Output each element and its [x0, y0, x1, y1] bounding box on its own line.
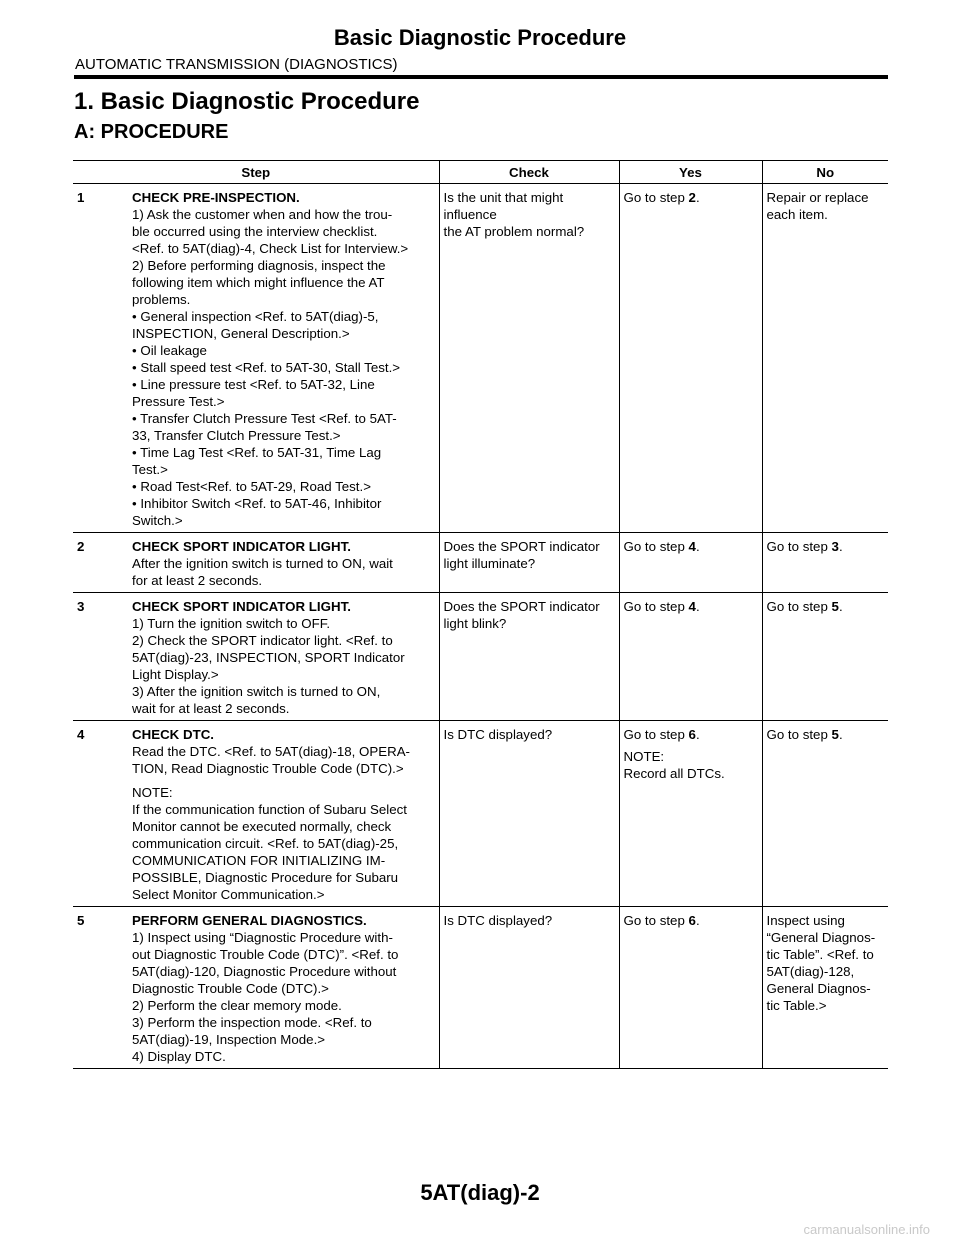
- no-prefix: Go to step: [766, 599, 832, 614]
- step-line: 1) Ask the customer when and how the trou-: [132, 207, 393, 222]
- step-title: CHECK PRE-INSPECTION.: [132, 190, 300, 205]
- table-row: [73, 593, 888, 721]
- yes-prefix: Go to step: [623, 599, 689, 614]
- step-line: 2) Before performing diagnosis, inspect the: [132, 258, 386, 273]
- yes-suffix: .: [695, 599, 700, 614]
- no-suffix: .: [838, 727, 843, 742]
- step-cell: [73, 184, 439, 533]
- check-cell: [439, 907, 619, 1069]
- step-line: After the ignition switch is turned to ON, wait: [132, 556, 393, 571]
- table-header-row: [73, 161, 888, 184]
- step-title: CHECK DTC.: [132, 727, 214, 742]
- no-cell: [762, 533, 888, 593]
- note-line: If the communication function of Subaru Select: [132, 802, 407, 817]
- header-no: No: [762, 161, 888, 184]
- no-line: tic Table”. <Ref. to: [766, 947, 874, 962]
- step-line: Switch.>: [132, 513, 183, 528]
- yes-suffix: .: [695, 727, 700, 742]
- step-line: 3) Perform the inspection mode. <Ref. to: [132, 1015, 372, 1030]
- no-line: Repair or replace: [766, 190, 869, 205]
- no-cell: [762, 721, 888, 907]
- step-line: Pressure Test.>: [132, 394, 225, 409]
- no-line: Inspect using: [766, 913, 845, 928]
- table-row: [73, 721, 888, 907]
- step-cell: [73, 533, 439, 593]
- step-cell: [73, 593, 439, 721]
- step-line: • General inspection <Ref. to 5AT(diag)-5,: [132, 309, 379, 324]
- step-cell: [73, 907, 439, 1069]
- no-line: 5AT(diag)-128,: [766, 964, 855, 979]
- step-title: CHECK SPORT INDICATOR LIGHT.: [132, 539, 351, 554]
- step-number: 3: [77, 599, 85, 614]
- step-line: ble occurred using the interview checklist.: [132, 224, 378, 239]
- yes-cell: [619, 184, 762, 533]
- step-line: 3) After the ignition switch is turned to ON,: [132, 684, 381, 699]
- page-number: 5AT(diag)-2: [420, 1180, 540, 1205]
- yes-prefix: Go to step: [623, 539, 689, 554]
- check-cell: [439, 593, 619, 721]
- no-action: [767, 598, 885, 615]
- step-number: 4: [77, 727, 85, 742]
- yes-action: [624, 538, 758, 555]
- step-line: 33, Transfer Clutch Pressure Test.>: [132, 428, 341, 443]
- step-line: <Ref. to 5AT(diag)-4, Check List for Interview.>: [132, 241, 409, 256]
- step-line: 1) Inspect using “Diagnostic Procedure with-: [132, 930, 393, 945]
- check-cell: [439, 533, 619, 593]
- check-line: Does the SPORT indicator: [443, 539, 600, 554]
- step-line: Light Display.>: [132, 667, 219, 682]
- step-line: TION, Read Diagnostic Trouble Code (DTC).>: [132, 761, 404, 776]
- yes-prefix: Go to step: [623, 727, 689, 742]
- note-line: communication circuit. <Ref. to 5AT(diag)-25,: [132, 836, 399, 851]
- step-title: PERFORM GENERAL DIAGNOSTICS.: [132, 913, 367, 928]
- step-line: Diagnostic Trouble Code (DTC).>: [132, 981, 329, 996]
- check-line: light illuminate?: [443, 556, 536, 571]
- check-line: the AT problem normal?: [443, 224, 585, 239]
- no-line: “General Diagnos-: [766, 930, 876, 945]
- step-line: for at least 2 seconds.: [132, 573, 263, 588]
- yes-action: [624, 912, 758, 929]
- yes-step-ref: 4: [688, 539, 696, 554]
- yes-prefix: Go to step: [623, 190, 689, 205]
- no-step-ref: 3: [831, 539, 839, 554]
- section-subheading: A: PROCEDURE: [74, 121, 229, 143]
- header-step: Step: [73, 161, 439, 184]
- note-line: Select Monitor Communication.>: [132, 887, 325, 902]
- procedure-table: [73, 160, 888, 1069]
- no-line: each item.: [766, 207, 828, 222]
- watermark: carmanualsonline.info: [803, 1222, 930, 1237]
- no-action: [767, 538, 885, 555]
- step-line: 5AT(diag)-23, INSPECTION, SPORT Indicator: [132, 650, 405, 665]
- yes-suffix: .: [695, 190, 700, 205]
- note-line: POSSIBLE, Diagnostic Procedure for Subaru: [132, 870, 399, 885]
- yes-action: [624, 189, 758, 206]
- running-header-title: Basic Diagnostic Procedure: [333, 25, 627, 50]
- step-line: out Diagnostic Trouble Code (DTC)”. <Ref. to: [132, 947, 399, 962]
- step-number: 1: [77, 190, 85, 205]
- note-line: Monitor cannot be executed normally, check: [132, 819, 392, 834]
- no-action: [767, 726, 885, 743]
- check-line: light blink?: [443, 616, 507, 631]
- check-cell: [439, 184, 619, 533]
- step-line: wait for at least 2 seconds.: [132, 701, 290, 716]
- header-check: Check: [439, 161, 619, 184]
- step-line: • Inhibitor Switch <Ref. to 5AT-46, Inhibitor: [132, 496, 382, 511]
- yes-cell: [619, 721, 762, 907]
- step-line: • Oil leakage: [132, 343, 207, 358]
- yes-action: [624, 598, 758, 615]
- yes-suffix: .: [695, 913, 700, 928]
- yes-step-ref: 2: [688, 190, 696, 205]
- note-line: COMMUNICATION FOR INITIALIZING IM-: [132, 853, 386, 868]
- step-line: Read the DTC. <Ref. to 5AT(diag)-18, OPERA-: [132, 744, 410, 759]
- no-step-ref: 5: [831, 599, 839, 614]
- table-row: [73, 533, 888, 593]
- no-prefix: Go to step: [766, 727, 832, 742]
- no-cell: [762, 184, 888, 533]
- step-line: • Road Test<Ref. to 5AT-29, Road Test.>: [132, 479, 371, 494]
- yes-note-label: NOTE:: [623, 749, 665, 764]
- step-line: 2) Check the SPORT indicator light. <Ref. to: [132, 633, 393, 648]
- step-number: 5: [77, 913, 85, 928]
- no-step-ref: 5: [831, 727, 839, 742]
- no-line: General Diagnos-: [766, 981, 871, 996]
- step-line: following item which might influence the AT: [132, 275, 385, 290]
- header-rule: [74, 75, 888, 79]
- note-label: NOTE:: [132, 785, 173, 800]
- header-yes: Yes: [619, 161, 762, 184]
- yes-step-ref: 6: [688, 727, 696, 742]
- check-line: Is DTC displayed?: [443, 727, 553, 742]
- yes-cell: [619, 533, 762, 593]
- no-line: tic Table.>: [766, 998, 827, 1013]
- step-line: INSPECTION, General Description.>: [132, 326, 350, 341]
- table-row: [73, 907, 888, 1069]
- no-cell: [762, 907, 888, 1069]
- yes-cell: [619, 907, 762, 1069]
- yes-note-text: Record all DTCs.: [623, 766, 725, 781]
- step-line: 5AT(diag)-120, Diagnostic Procedure without: [132, 964, 397, 979]
- no-prefix: Go to step: [766, 539, 832, 554]
- yes-step-ref: 4: [688, 599, 696, 614]
- no-cell: [762, 593, 888, 721]
- step-line: • Stall speed test <Ref. to 5AT-30, Stall Test.>: [132, 360, 401, 375]
- table-row: [73, 184, 888, 533]
- step-line: 5AT(diag)-19, Inspection Mode.>: [132, 1032, 326, 1047]
- no-suffix: .: [838, 599, 843, 614]
- yes-prefix: Go to step: [623, 913, 689, 928]
- yes-step-ref: 6: [688, 913, 696, 928]
- step-line: problems.: [132, 292, 191, 307]
- step-line: 4) Display DTC.: [132, 1049, 226, 1064]
- step-line: • Line pressure test <Ref. to 5AT-32, Line: [132, 377, 375, 392]
- check-line: Is DTC displayed?: [443, 913, 553, 928]
- section-heading: 1. Basic Diagnostic Procedure: [74, 88, 420, 115]
- check-line: Is the unit that might influence: [443, 190, 564, 222]
- no-suffix: .: [838, 539, 843, 554]
- yes-suffix: .: [695, 539, 700, 554]
- step-line: 1) Turn the ignition switch to OFF.: [132, 616, 331, 631]
- step-line: Test.>: [132, 462, 168, 477]
- step-line: • Time Lag Test <Ref. to 5AT-31, Time Lag: [132, 445, 382, 460]
- step-number: 2: [77, 539, 85, 554]
- step-title: CHECK SPORT INDICATOR LIGHT.: [132, 599, 351, 614]
- step-line: 2) Perform the clear memory mode.: [132, 998, 342, 1013]
- step-line: • Transfer Clutch Pressure Test <Ref. to 5AT-: [132, 411, 397, 426]
- check-cell: [439, 721, 619, 907]
- yes-action: [624, 726, 758, 743]
- yes-cell: [619, 593, 762, 721]
- step-cell: [73, 721, 439, 907]
- check-line: Does the SPORT indicator: [443, 599, 600, 614]
- running-header-subtitle: AUTOMATIC TRANSMISSION (DIAGNOSTICS): [75, 56, 398, 73]
